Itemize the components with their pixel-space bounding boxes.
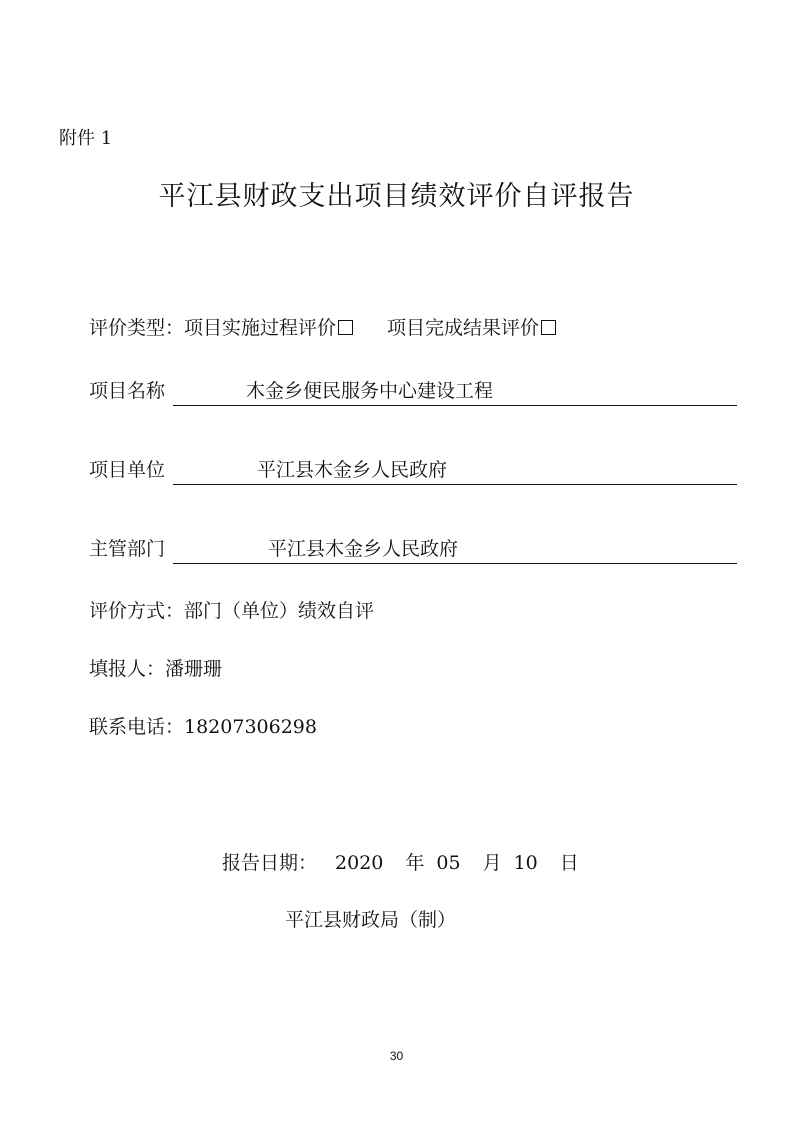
report-date-month-unit: 月 xyxy=(482,852,502,874)
result-evaluation-checkbox[interactable] xyxy=(541,320,556,335)
project-unit-value: 平江县木金乡人民政府 xyxy=(257,459,448,481)
project-unit-row xyxy=(89,455,737,485)
issuer: 平江县财政局（制） xyxy=(285,909,457,931)
option-process-label: 项目实施过程评价 xyxy=(184,317,337,339)
attachment-label: 附件 1 xyxy=(59,128,113,149)
project-unit-label: 项目单位 xyxy=(89,459,166,481)
project-name-row xyxy=(89,376,737,406)
report-date-year: 2020 xyxy=(335,852,384,874)
supervising-dept-label: 主管部门 xyxy=(89,538,166,560)
project-name-label: 项目名称 xyxy=(89,380,166,402)
supervising-dept-row xyxy=(89,534,737,564)
page-number: 30 xyxy=(389,1049,404,1063)
evaluation-type-label: 评价类型： xyxy=(89,317,185,339)
report-date-day-unit: 日 xyxy=(559,852,579,874)
report-date-day: 10 xyxy=(513,852,538,874)
report-date xyxy=(222,848,579,875)
process-evaluation-checkbox[interactable] xyxy=(338,320,353,335)
document-title: 平江县财政支出项目绩效评价自评报告 xyxy=(158,181,635,212)
project-name-value: 木金乡便民服务中心建设工程 xyxy=(246,380,494,402)
evaluation-type-row xyxy=(89,313,556,340)
reporter: 填报人：潘珊珊 xyxy=(89,658,223,680)
report-date-year-unit: 年 xyxy=(405,852,425,874)
contact-phone: 联系电话：18207306298 xyxy=(89,716,317,738)
supervising-dept-value: 平江县木金乡人民政府 xyxy=(268,538,459,560)
option-result-label: 项目完成结果评价 xyxy=(387,317,540,339)
evaluation-method: 评价方式：部门（单位）绩效自评 xyxy=(89,600,375,622)
report-date-month: 05 xyxy=(436,852,461,874)
report-date-label: 报告日期： xyxy=(222,852,318,874)
